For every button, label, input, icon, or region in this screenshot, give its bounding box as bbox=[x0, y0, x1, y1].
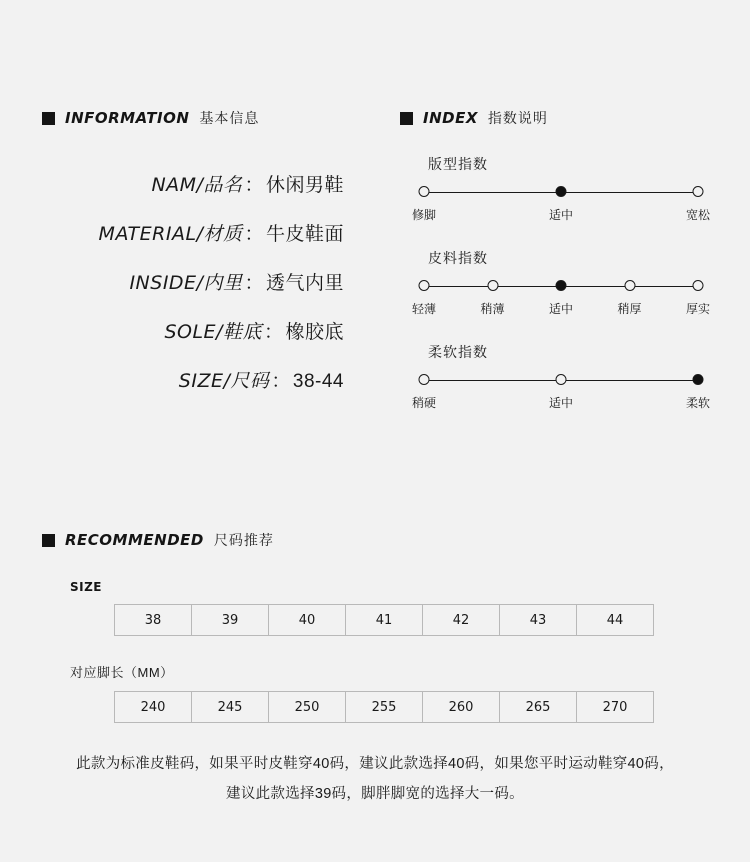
foot-length-cell: 270 bbox=[577, 692, 654, 723]
scale-dot[interactable] bbox=[693, 186, 704, 197]
size-cell: 39 bbox=[192, 605, 269, 636]
recommended-header bbox=[42, 530, 708, 550]
info-label: MATERIAL/材质 bbox=[98, 223, 243, 245]
info-colon: ： bbox=[244, 273, 264, 294]
size-cell: 40 bbox=[269, 605, 346, 636]
size-cell: 42 bbox=[423, 605, 500, 636]
recommended-title-cn: 尺码推荐 bbox=[213, 532, 274, 548]
info-label: SOLE/鞋底 bbox=[164, 321, 262, 343]
scale-dot[interactable] bbox=[624, 280, 635, 291]
index-header bbox=[400, 108, 720, 128]
scale-dot-selected[interactable] bbox=[556, 280, 567, 291]
index-scale-labels bbox=[411, 206, 711, 222]
info-label: SIZE/尺码 bbox=[178, 370, 270, 392]
foot-length-table bbox=[114, 691, 654, 723]
scale-dot-selected[interactable] bbox=[556, 186, 567, 197]
recommended-section bbox=[42, 530, 708, 809]
info-value: 透气内里 bbox=[265, 273, 344, 294]
index-section bbox=[400, 108, 720, 410]
scale-option-label: 修脚 bbox=[411, 208, 437, 222]
scale-dot[interactable] bbox=[556, 374, 567, 385]
information-title-cn: 基本信息 bbox=[199, 110, 260, 126]
square-bullet-icon bbox=[42, 534, 55, 547]
size-cell: 41 bbox=[346, 605, 423, 636]
foot-length-cell: 250 bbox=[269, 692, 346, 723]
scale-option-label: 稍厚 bbox=[617, 302, 642, 316]
index-group-material bbox=[400, 248, 720, 316]
info-row bbox=[42, 268, 344, 295]
scale-dot[interactable] bbox=[419, 186, 430, 197]
info-value: 牛皮鞋面 bbox=[265, 224, 344, 245]
size-cell: 38 bbox=[115, 605, 192, 636]
scale-option-label: 适中 bbox=[548, 396, 574, 410]
index-group-title: 版型指数 bbox=[428, 156, 488, 172]
info-value: 38-44 bbox=[292, 371, 344, 392]
foot-length-label: 对应脚长（MM） bbox=[70, 665, 174, 680]
info-colon: ： bbox=[244, 175, 264, 196]
square-bullet-icon bbox=[42, 112, 55, 125]
scale-option-label: 适中 bbox=[548, 208, 574, 222]
size-table bbox=[114, 604, 654, 636]
size-note: 此款为标准皮鞋码，如果平时皮鞋穿40码，建议此款选择40码，如果您平时运动鞋穿40码，建议此款选择39码，脚胖脚宽的选择大一码。 bbox=[76, 756, 674, 802]
scale-dot[interactable] bbox=[419, 280, 430, 291]
table-row bbox=[115, 692, 654, 723]
recommended-title-en: RECOMMENDED bbox=[65, 531, 204, 549]
index-group-title: 皮料指数 bbox=[428, 250, 488, 266]
scale-dot[interactable] bbox=[419, 374, 430, 385]
index-scale bbox=[424, 186, 698, 200]
information-header bbox=[42, 108, 372, 128]
scale-option-label: 宽松 bbox=[685, 208, 711, 222]
scale-option-label: 稍硬 bbox=[411, 396, 437, 410]
size-cell: 43 bbox=[500, 605, 577, 636]
foot-length-cell: 240 bbox=[115, 692, 192, 723]
index-scale-labels bbox=[411, 300, 711, 316]
info-row bbox=[42, 170, 344, 197]
square-bullet-icon bbox=[400, 112, 413, 125]
table-row bbox=[115, 605, 654, 636]
foot-length-cell: 245 bbox=[192, 692, 269, 723]
scale-option-label: 适中 bbox=[548, 302, 574, 316]
scale-option-label: 稍薄 bbox=[480, 302, 505, 316]
size-cell: 44 bbox=[577, 605, 654, 636]
information-title-en: INFORMATION bbox=[65, 109, 190, 127]
index-scale bbox=[424, 374, 698, 388]
index-title-en: INDEX bbox=[423, 109, 478, 127]
scale-option-label: 柔软 bbox=[685, 396, 711, 410]
scale-option-label: 厚实 bbox=[685, 302, 711, 316]
info-row bbox=[42, 219, 344, 246]
info-row bbox=[42, 317, 344, 344]
info-label: NAM/品名 bbox=[151, 174, 243, 196]
scale-option-label: 轻薄 bbox=[411, 302, 437, 316]
index-group-title: 柔软指数 bbox=[428, 344, 488, 360]
info-colon: ： bbox=[244, 224, 264, 245]
index-scale bbox=[424, 280, 698, 294]
foot-length-cell: 265 bbox=[500, 692, 577, 723]
info-row bbox=[42, 366, 344, 393]
foot-length-cell: 260 bbox=[423, 692, 500, 723]
index-scale-labels bbox=[411, 394, 711, 410]
index-title-cn: 指数说明 bbox=[487, 110, 548, 126]
foot-length-cell: 255 bbox=[346, 692, 423, 723]
information-list bbox=[42, 170, 372, 393]
info-value: 橡胶底 bbox=[285, 322, 344, 343]
info-value: 休闲男鞋 bbox=[265, 175, 344, 196]
index-group-softness bbox=[400, 342, 720, 410]
info-label: INSIDE/内里 bbox=[129, 272, 243, 294]
size-label: SIZE bbox=[70, 580, 103, 594]
scale-dot-selected[interactable] bbox=[693, 374, 704, 385]
index-group-fit bbox=[400, 154, 720, 222]
info-colon: ： bbox=[263, 322, 284, 343]
info-colon: ： bbox=[271, 371, 291, 392]
scale-dot[interactable] bbox=[487, 280, 498, 291]
information-section bbox=[42, 108, 372, 415]
scale-dot[interactable] bbox=[693, 280, 704, 291]
